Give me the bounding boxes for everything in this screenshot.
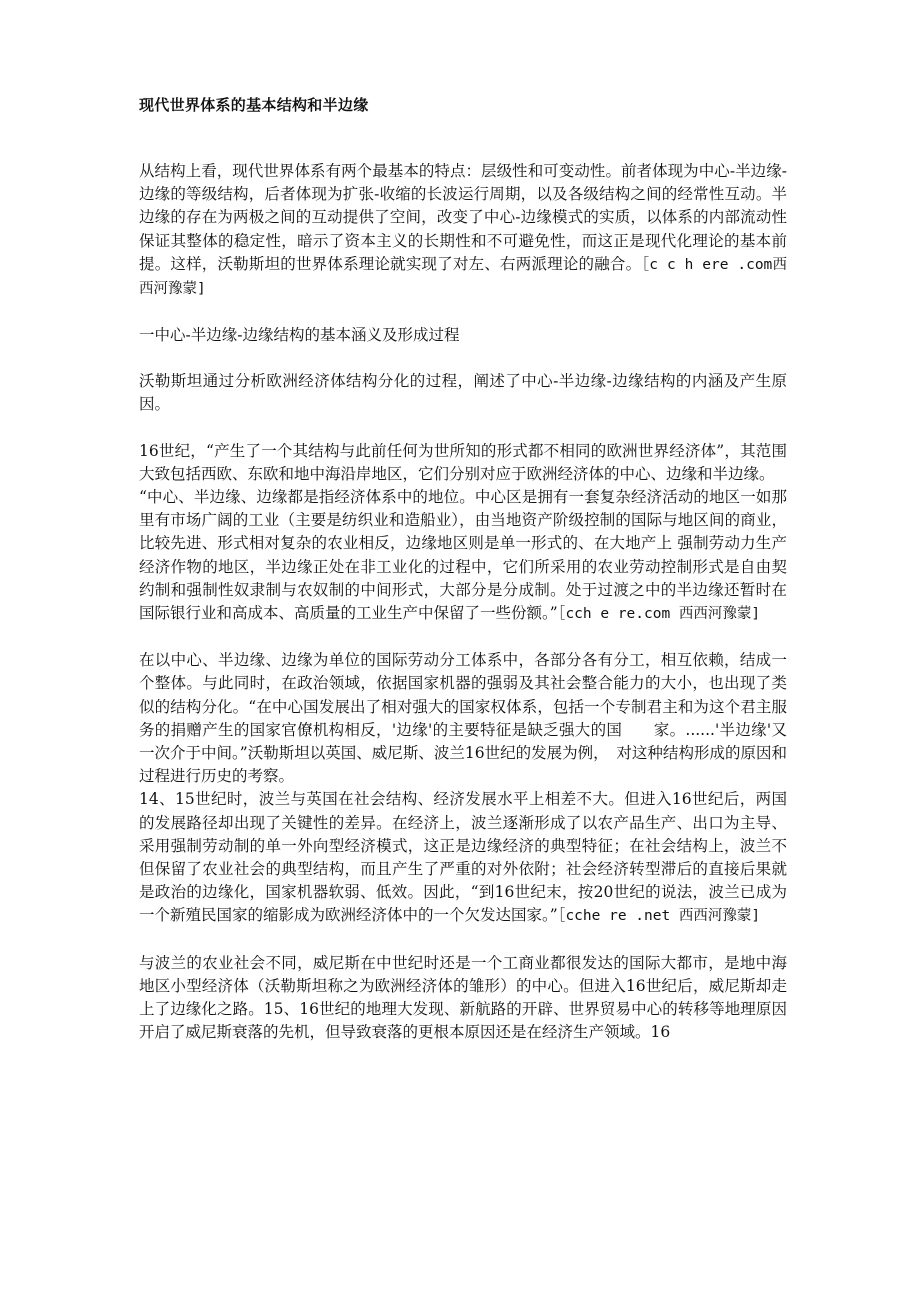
source-citation: c c h ere .com西西河豫蒙]: [139, 256, 787, 298]
document-page: [139, 94, 787, 1045]
paragraph-wallerstein-analysis: 沃勒斯坦通过分析欧洲经济体结构分化的过程，阐述了中心-半边缘-边缘结构的内涵及产生原因。: [139, 372, 787, 414]
paragraph-division-of-labor: 在以中心、半边缘、边缘为单位的国际劳动分工体系中，各部分各有分工，相互依赖，结成一个整体。与此同时，在政治领域，依据国家机器的强弱及其社会整合能力的大小，也出现了类似的结构分化。“在中心国发展出了相对强大的国家权体系，包括一个专制君主和为这个君主服务的捐赠产生的国家官僚机构相反，'边缘'的主要特征是缺乏强大的国 家。......'半边缘'又一次介于中间。”沃勒斯坦以英国、威尼斯、波兰16世纪的发展为例， 对这种结构形成的原因和过程进行历史的考察。: [139, 651, 787, 786]
document-title: 现代世界体系的基本结构和半边缘: [139, 96, 369, 114]
paragraph-text: 14、15世纪时，波兰与英国在社会结构、经济发展水平上相差不大。但进入16世纪后，两国的发展路径却出现了关键性的差异。在经济上，波兰逐渐形成了以农产品生产、出口为主导、采用强制劳动制的单一外向型经济模式，这正是边缘经济的典型特征；在社会结构上，波兰不但保留了农业社会的典型结构，而且产生了严重的对外依附；社会经济转型滞后的直接后果就是政治的边缘化，国家机器软弱、低效。因此，“到16世纪末，按20世纪的说法，波兰已成为一个新殖民国家的缩影成为欧洲经济体中的一个欠发达国家。”［: [139, 790, 787, 925]
paragraph-quote-definitions: [139, 486, 787, 626]
paragraph-text: “中心、半边缘、边缘都是指经济体系中的地位。中心区是拥有一套复杂经济活动的地区一如那里有市场广阔的工业（主要是纺织业和造船业），由当地资产阶级控制的国际与地区间的商业，比较先进、形式相对复杂的农业相反，边缘地区则是单一形式的、在大地产上 强制劳动力生产经济作物的地区，半边缘正处在非工业化的过程中，它们所采用的农业劳动控制形式是自由契约制和强制性奴隶制与农奴制的中间形式，大部分是分成制。处于过渡之中的半边缘还暂时在国际银行业和高成本、高质量的工业生产中保留了一些份额。”［: [139, 488, 787, 623]
source-citation: cche re .net 西西河豫蒙]: [565, 908, 761, 925]
source-citation: cch e re.com 西西河豫蒙]: [565, 606, 761, 623]
paragraph-text: 从结构上看，现代世界体系有两个最基本的特点：层级性和可变动性。前者体现为中心-半边缘-边缘的等级结构，后者体现为扩张-收缩的长波运行周期，以及各级结构之间的经常性互动。半边缘的存在为两极之间的互动提供了空间，改变了中心-边缘模式的实质，以体系的内部流动性保证其整体的稳定性，暗示了资本主义的长期性和不可避免性，而这正是现代化理论的基本前提。这样，沃勒斯坦的世界体系理论就实现了对左、右两派理论的融合。［: [139, 162, 787, 273]
paragraph-16th-century: 16世纪，“产生了一个其结构与此前任何为世所知的形式都不相同的欧洲世界经济体”，其范围大致包括西欧、东欧和地中海沿岸地区，它们分别对应于欧洲经济体的中心、边缘和半边缘。: [139, 441, 787, 483]
paragraph-poland: [139, 788, 787, 928]
paragraph-venice: 与波兰的农业社会不同，威尼斯在中世纪时还是一个工商业都很发达的国际大都市，是地中海地区小型经济体（沃勒斯坦称之为欧洲经济体的雏形）的中心。但进入16世纪后，威尼斯却走上了边缘化之路。15、16世纪的地理大发现、新航路的开辟、世界贸易中心的转移等地理原因开启了威尼斯衰落的先机，但导致衰落的更根本原因还是在经济生产领域。16: [139, 953, 787, 1042]
paragraph-structure-overview: [139, 160, 787, 301]
section-heading: 一中心-半边缘-边缘结构的基本涵义及形成过程: [139, 326, 460, 345]
